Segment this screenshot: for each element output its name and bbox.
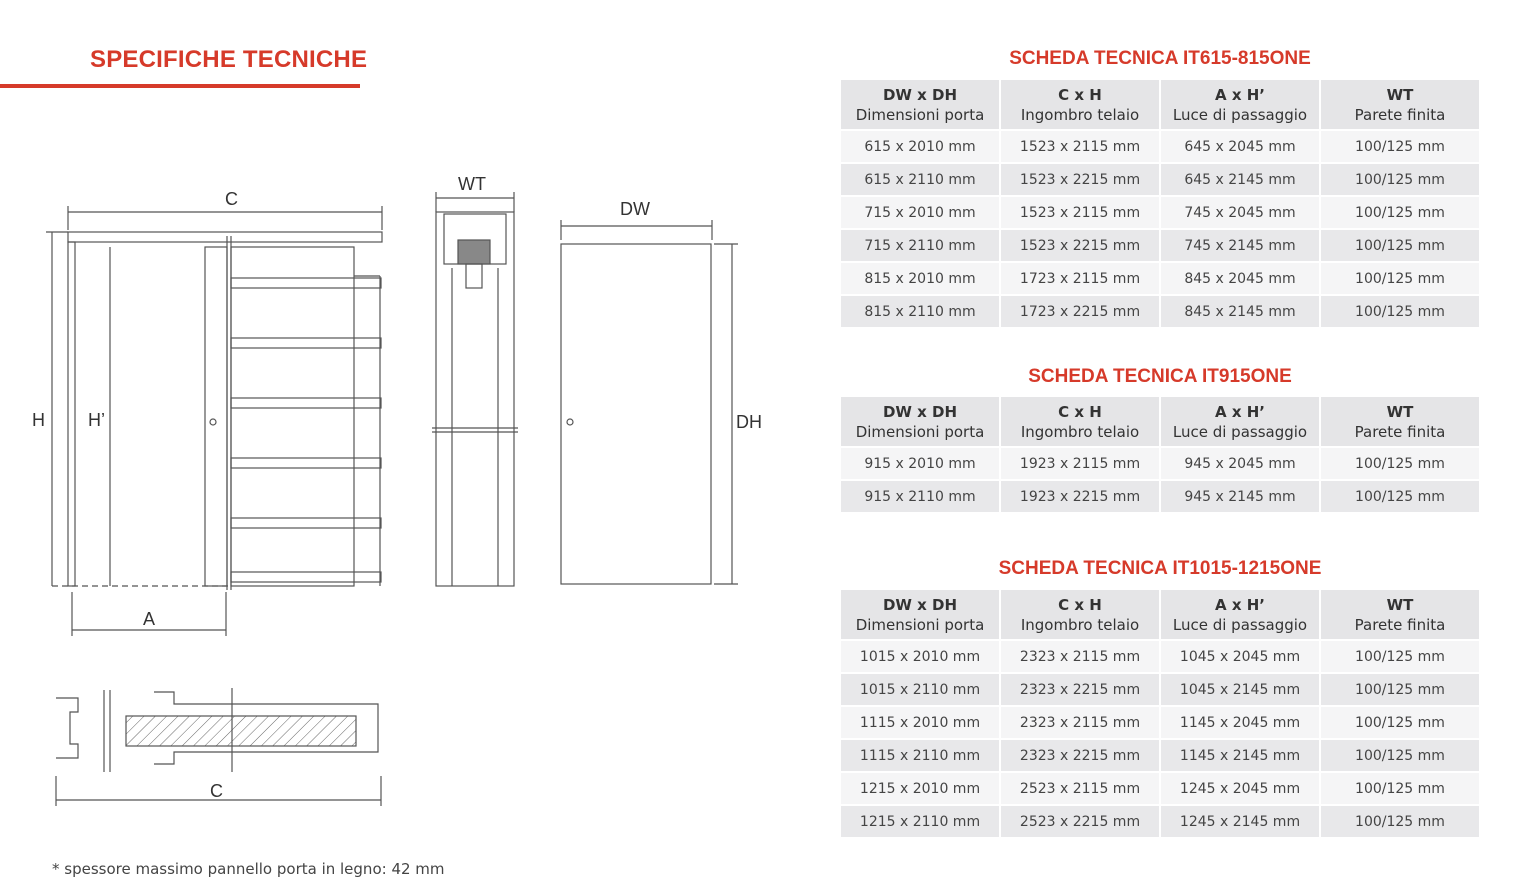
cell: 945 x 2045 mm [1161, 448, 1319, 479]
cell: 715 x 2010 mm [841, 197, 999, 228]
spec-table-it615-815one [839, 78, 1481, 329]
cell: 1523 x 2215 mm [1001, 230, 1159, 261]
cell: 1045 x 2045 mm [1161, 641, 1319, 672]
cell: 1215 x 2010 mm [841, 773, 999, 804]
table-row [841, 448, 1479, 479]
label-h: H [32, 410, 45, 430]
table-row [841, 773, 1479, 804]
cell: 745 x 2145 mm [1161, 230, 1319, 261]
table-title-it915one: SCHEDA TECNICA IT915ONE [1028, 366, 1292, 387]
cell: 100/125 mm [1321, 707, 1479, 738]
header-a-h-prime: A x H’ Luce di passaggio [1161, 397, 1319, 446]
label-a: A [143, 609, 156, 629]
table-row [841, 263, 1479, 294]
table-title-it615-815one: SCHEDA TECNICA IT615-815ONE [1009, 48, 1311, 69]
cell: 745 x 2045 mm [1161, 197, 1319, 228]
cell: 100/125 mm [1321, 230, 1479, 261]
cell: 100/125 mm [1321, 448, 1479, 479]
header-dw-dh: DW x DH Dimensioni porta [841, 397, 999, 446]
label-c-top: C [225, 189, 238, 209]
cell: 1245 x 2145 mm [1161, 806, 1319, 837]
cell: 1115 x 2010 mm [841, 707, 999, 738]
footnote: * spessore massimo pannello porta in legno: 42 mm [52, 860, 445, 878]
cell: 100/125 mm [1321, 197, 1479, 228]
table-title-it1015-1215one: SCHEDA TECNICA IT1015-1215ONE [998, 558, 1322, 579]
cell: 100/125 mm [1321, 806, 1479, 837]
cell: 100/125 mm [1321, 481, 1479, 512]
table-row [841, 707, 1479, 738]
cell: 845 x 2045 mm [1161, 263, 1319, 294]
header-wt: WT Parete finita [1321, 397, 1479, 446]
header-a-h-prime: A x H’ Luce di passaggio [1161, 80, 1319, 129]
cell: 100/125 mm [1321, 773, 1479, 804]
cell: 100/125 mm [1321, 131, 1479, 162]
table-row [841, 197, 1479, 228]
header-wt: WT Parete finita [1321, 590, 1479, 639]
cell: 2323 x 2115 mm [1001, 707, 1159, 738]
cell: 715 x 2110 mm [841, 230, 999, 261]
cell: 1923 x 2115 mm [1001, 448, 1159, 479]
cell: 100/125 mm [1321, 674, 1479, 705]
cell: 1923 x 2215 mm [1001, 481, 1159, 512]
cell: 1145 x 2045 mm [1161, 707, 1319, 738]
cell: 915 x 2110 mm [841, 481, 999, 512]
label-c-bottom: C [210, 781, 223, 801]
header-c-h: C x H Ingombro telaio [1001, 397, 1159, 446]
cell: 1523 x 2215 mm [1001, 164, 1159, 195]
header-a-h-prime: A x H’ Luce di passaggio [1161, 590, 1319, 639]
table-row [841, 131, 1479, 162]
label-h-prime: H’ [88, 410, 105, 430]
cell: 100/125 mm [1321, 296, 1479, 327]
table-row [841, 740, 1479, 771]
cell: 615 x 2110 mm [841, 164, 999, 195]
label-dw: DW [620, 199, 650, 219]
header-c-h: C x H Ingombro telaio [1001, 80, 1159, 129]
cell: 100/125 mm [1321, 263, 1479, 294]
table-row [841, 641, 1479, 672]
table-row [841, 806, 1479, 837]
header-dw-dh: DW x DH Dimensioni porta [841, 590, 999, 639]
cell: 1215 x 2110 mm [841, 806, 999, 837]
cell: 2523 x 2215 mm [1001, 806, 1159, 837]
table-row [841, 164, 1479, 195]
cell: 615 x 2010 mm [841, 131, 999, 162]
cell: 1045 x 2145 mm [1161, 674, 1319, 705]
cell: 1723 x 2115 mm [1001, 263, 1159, 294]
spec-table-it1015-1215one [839, 588, 1481, 839]
cell: 100/125 mm [1321, 740, 1479, 771]
cell: 2523 x 2115 mm [1001, 773, 1159, 804]
cell: 1523 x 2115 mm [1001, 131, 1159, 162]
table-row [841, 674, 1479, 705]
cell: 2323 x 2215 mm [1001, 740, 1159, 771]
spec-table-it915one [839, 395, 1481, 514]
cell: 1115 x 2110 mm [841, 740, 999, 771]
cell: 2323 x 2215 mm [1001, 674, 1159, 705]
cell: 2323 x 2115 mm [1001, 641, 1159, 672]
cell: 1245 x 2045 mm [1161, 773, 1319, 804]
cell: 815 x 2010 mm [841, 263, 999, 294]
cell: 815 x 2110 mm [841, 296, 999, 327]
header-c-h: C x H Ingombro telaio [1001, 590, 1159, 639]
cell: 100/125 mm [1321, 164, 1479, 195]
cell: 645 x 2045 mm [1161, 131, 1319, 162]
table-row [841, 481, 1479, 512]
cell: 1015 x 2110 mm [841, 674, 999, 705]
cell: 845 x 2145 mm [1161, 296, 1319, 327]
cell: 1015 x 2010 mm [841, 641, 999, 672]
table-row [841, 230, 1479, 261]
page-heading: SPECIFICHE TECNICHE [90, 46, 368, 73]
cell: 1723 x 2215 mm [1001, 296, 1159, 327]
label-wt: WT [458, 174, 486, 194]
cell: 1145 x 2145 mm [1161, 740, 1319, 771]
cell: 645 x 2145 mm [1161, 164, 1319, 195]
label-dh: DH [736, 412, 762, 432]
header-dw-dh: DW x DH Dimensioni porta [841, 80, 999, 129]
header-wt: WT Parete finita [1321, 80, 1479, 129]
table-row [841, 296, 1479, 327]
cell: 945 x 2145 mm [1161, 481, 1319, 512]
cell: 915 x 2010 mm [841, 448, 999, 479]
cell: 1523 x 2115 mm [1001, 197, 1159, 228]
cell: 100/125 mm [1321, 641, 1479, 672]
